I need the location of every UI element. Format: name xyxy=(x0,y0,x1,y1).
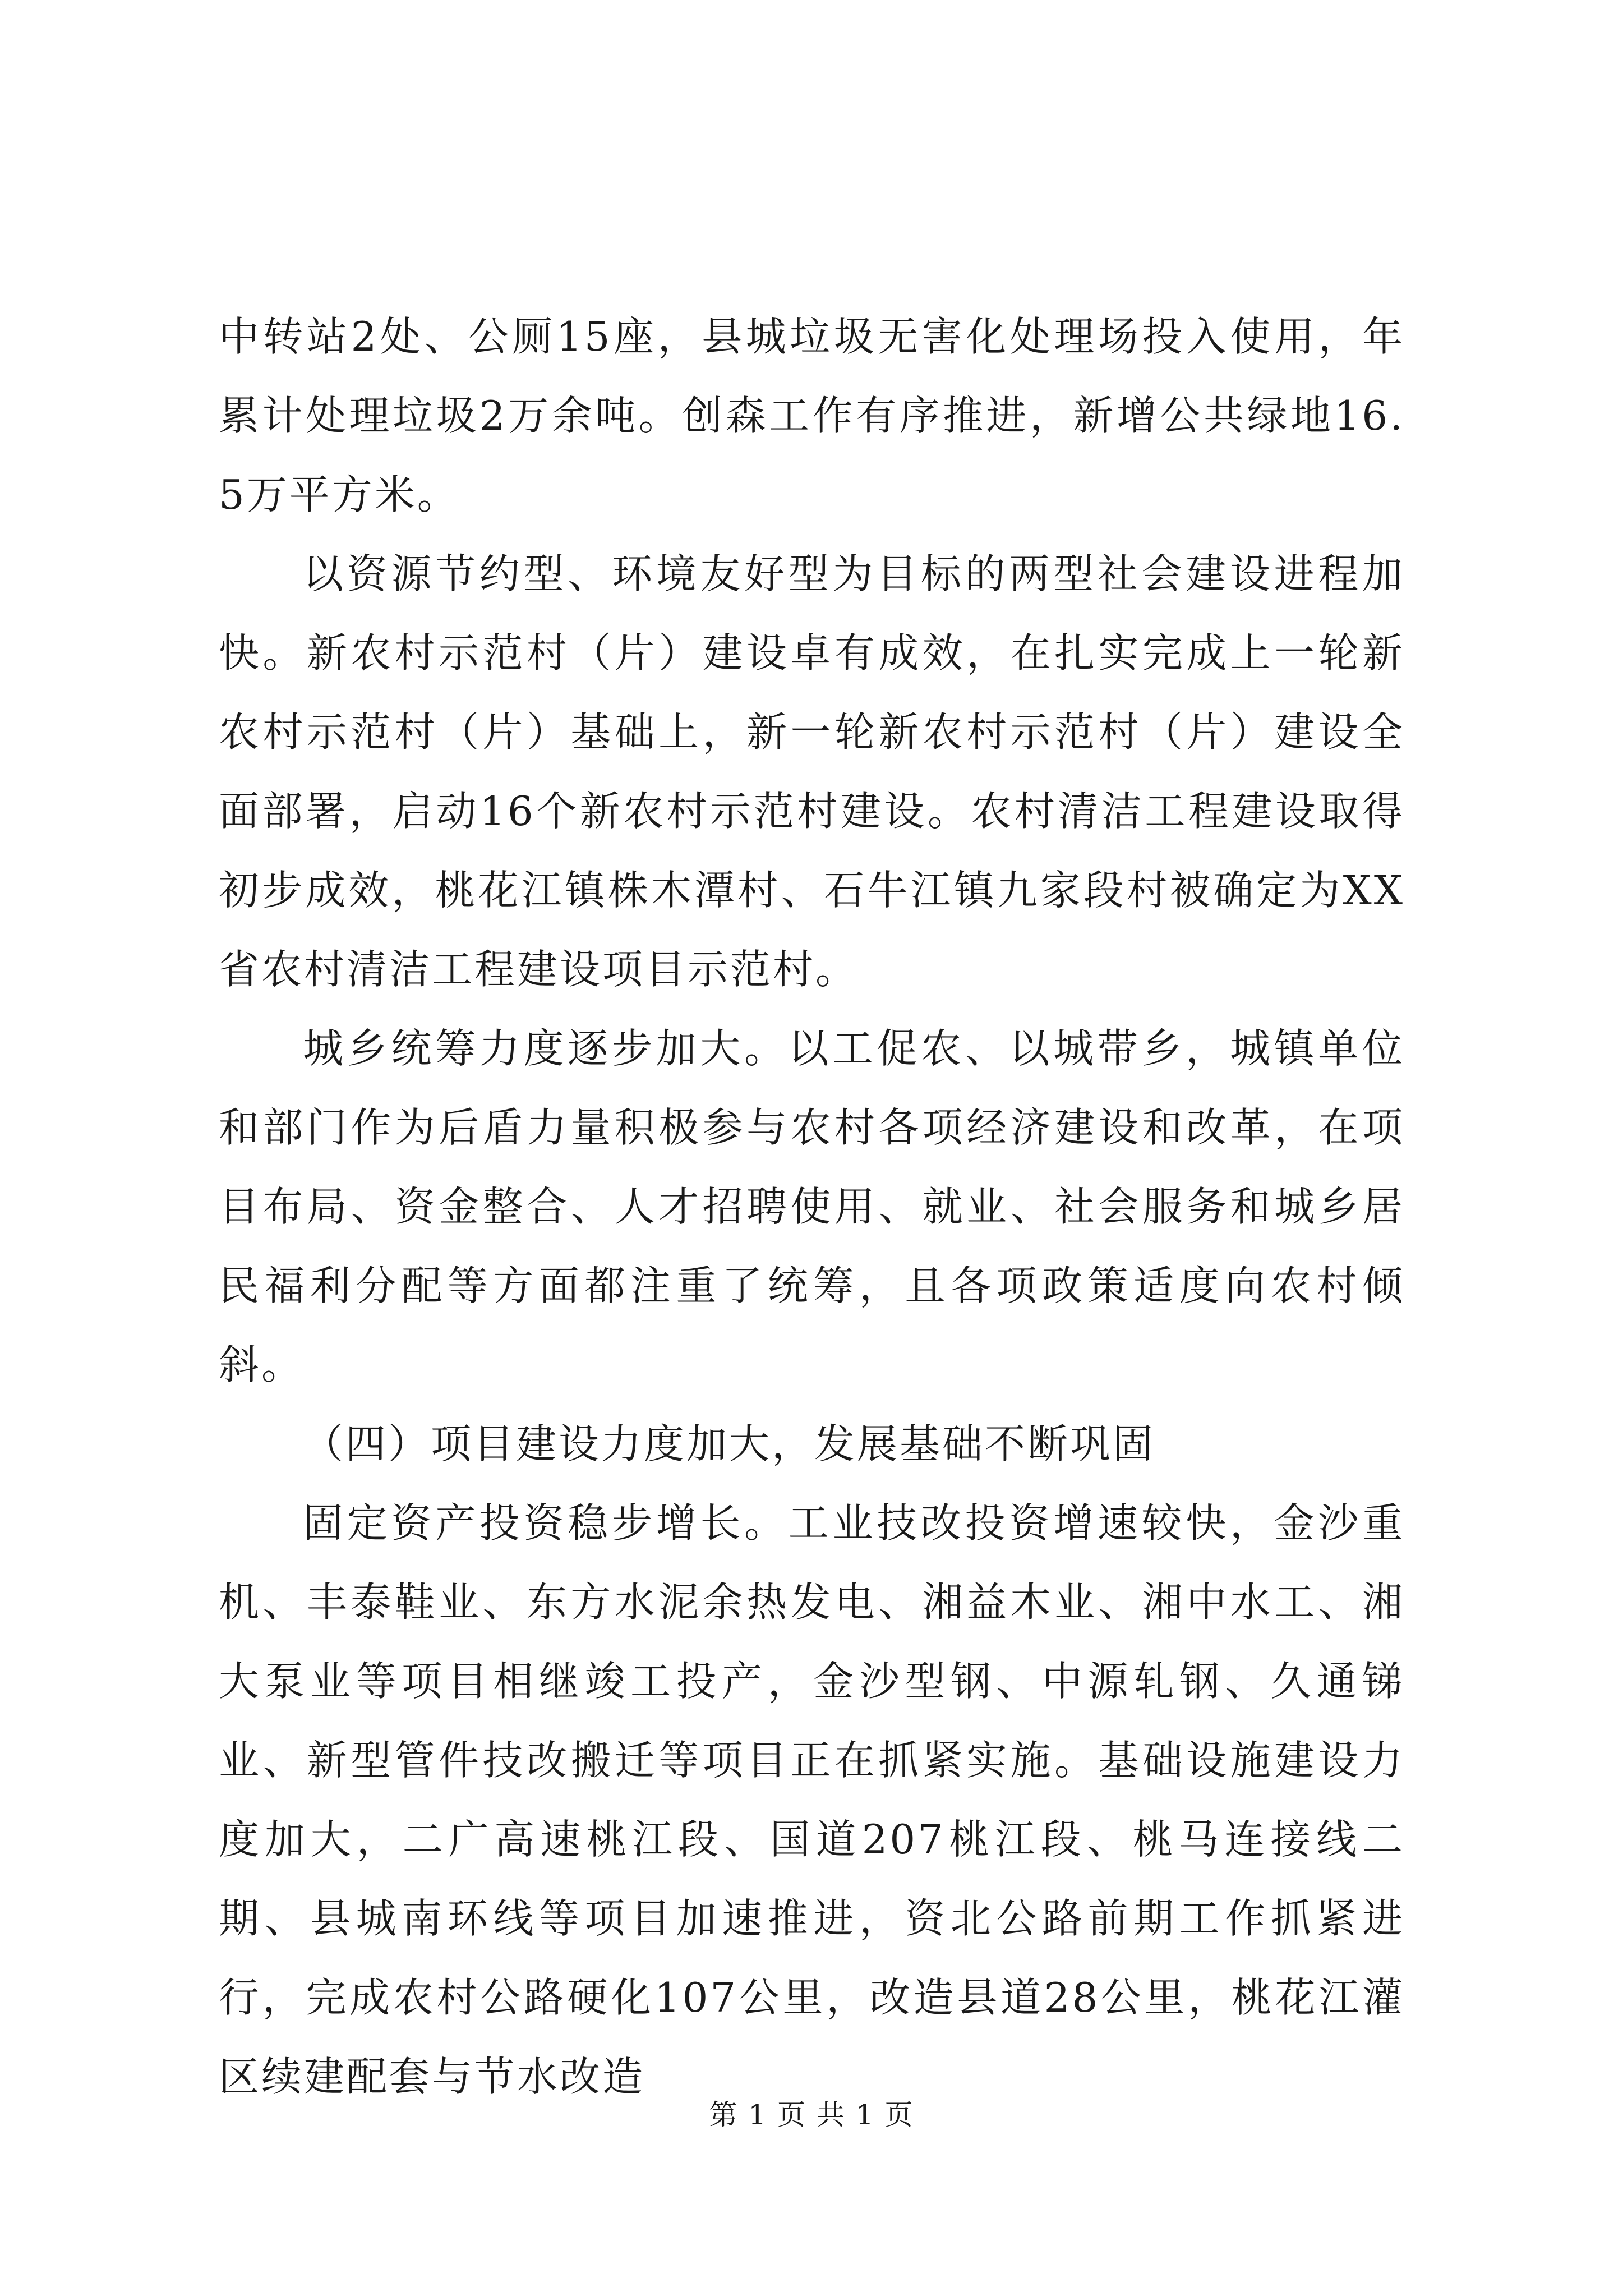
paragraph-fixed-assets: 固定资产投资稳步增长。工业技改投资增速较快，金沙重机、丰泰鞋业、东方水泥余热发电、湘益木业、湘中水工、湘大泵业等项目相继竣工投产，金沙型钢、中源轧钢、久通锑业、新型管件技改搬迁等项目正在抓紧实施。基础设施建设力度加大，二广高速桃江段、国道207桃江段、桃马连接线二期、县城南环线等项目加速推进，资北公路前期工作抓紧进行，完成农村公路硬化107公里，改造县道28公里，桃花江灌区续建配套与节水改造 xyxy=(219,1499,1405,2100)
paragraph-continuation: 中转站2处、公厕15座，县城垃圾无害化处理场投入使用，年累计处理垃圾2万余吨。创森工作有序推进，新增公共绿地16.5万平方米。 xyxy=(219,313,1405,518)
section-heading: （四）项目建设力度加大，发展基础不断巩固 xyxy=(303,1420,1156,1467)
paragraph-two-type-society: 以资源节约型、环境友好型为目标的两型社会建设进程加快。新农村示范村（片）建设卓有成效，在扎实完成上一轮新农村示范村（片）基础上，新一轮新农村示范村（片）建设全面部署，启动16个新农村示范村建设。农村清洁工程建设取得初步成效，桃花江镇株木潭村、石牛江镇九家段村被确定为XX省农村清洁工程建设项目示范村。 xyxy=(219,550,1405,993)
document-body xyxy=(219,297,1405,2116)
paragraph-urban-rural: 城乡统筹力度逐步加大。以工促农、以城带乡，城镇单位和部门作为后盾力量积极参与农村各项经济建设和改革，在项目布局、资金整合、人才招聘使用、就业、社会服务和城乡居民福利分配等方面都注重了统筹，且各项政策适度向农村倾斜。 xyxy=(219,1025,1405,1388)
page-footer: 第 1 页 共 1 页 xyxy=(709,2099,914,2131)
